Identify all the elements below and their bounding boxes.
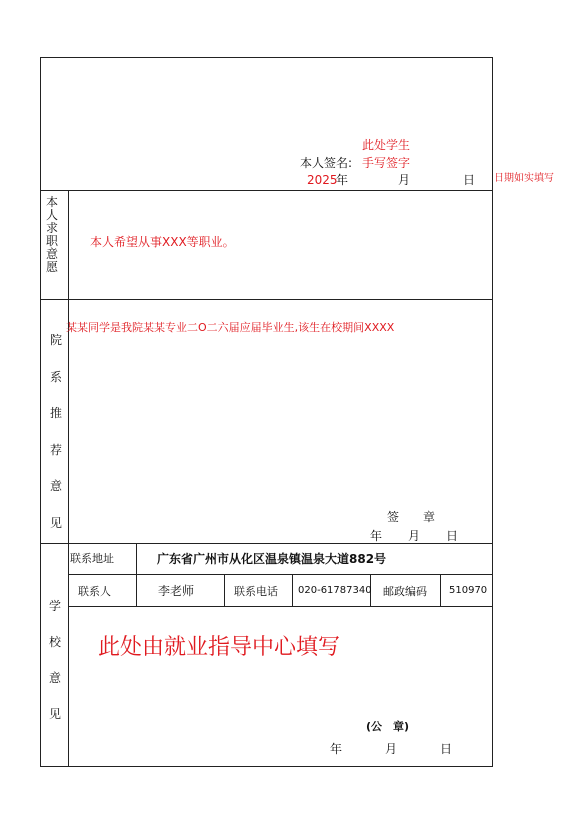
contact-cell-divider-2	[224, 574, 225, 607]
school-title-char: 学	[48, 599, 61, 613]
department-day-label: 日	[446, 529, 459, 543]
school-title-char: 意	[48, 671, 61, 685]
department-year-label: 年	[370, 529, 383, 543]
school-seal-label: (公 章)	[366, 720, 410, 733]
department-title-char: 推	[49, 406, 62, 420]
table-border-bottom	[40, 766, 493, 767]
department-month-label: 月	[408, 529, 421, 543]
contact-label: 联系人	[78, 585, 111, 598]
signature-day-label: 日	[463, 173, 476, 187]
intention-title-char: 人	[45, 208, 58, 222]
row-divider-department	[40, 543, 493, 544]
contact-cell-divider-1	[136, 574, 137, 607]
department-content: 某某同学是我院某某专业二O二六届应届毕业生,该生在校期间XXXX	[66, 321, 395, 334]
address-label-divider	[136, 543, 137, 575]
row-divider-intention	[40, 299, 493, 300]
table-border-right	[492, 57, 493, 767]
row-divider-address	[68, 574, 493, 575]
signature-red-note-line1: 此处学生	[362, 138, 411, 152]
department-title-char: 系	[49, 369, 62, 384]
contact-value: 李老师	[158, 584, 195, 598]
row-divider-signature	[40, 190, 493, 191]
intention-content: 本人希望从事XXX等职业。	[90, 235, 235, 249]
intention-title	[45, 196, 59, 274]
address-label: 联系地址	[70, 552, 114, 565]
school-title-char: 见	[48, 707, 61, 721]
department-title-char: 意	[49, 479, 62, 493]
school-red-note: 此处由就业指导中心填写	[98, 635, 341, 660]
signature-year-label: 年	[336, 173, 349, 187]
department-title-char: 院	[49, 333, 62, 347]
phone-label: 联系电话	[234, 585, 278, 598]
contact-cell-divider-3	[292, 574, 293, 607]
intention-title-char: 本	[45, 195, 58, 209]
department-sign-label: 签 章	[387, 510, 436, 524]
intention-title-char: 职	[45, 234, 58, 248]
school-title-char: 校	[48, 635, 61, 649]
phone-value: 020-61787340	[298, 585, 372, 596]
intention-title-char: 愿	[45, 260, 58, 274]
address-value: 广东省广州市从化区温泉镇温泉大道882号	[157, 552, 387, 566]
signature-red-note-line2: 手写签字	[362, 156, 411, 170]
postal-value: 510970	[449, 585, 488, 596]
department-title-char: 荐	[49, 442, 62, 457]
school-day-label: 日	[440, 742, 453, 756]
department-title	[49, 322, 63, 541]
intention-title-char: 求	[45, 221, 58, 235]
label-column-divider	[68, 190, 69, 767]
signature-year-value: 2025	[307, 173, 338, 187]
department-title-char: 见	[49, 515, 62, 530]
postal-label: 邮政编码	[383, 585, 427, 598]
signature-month-label: 月	[398, 173, 411, 187]
date-note: 日期如实填写	[494, 173, 554, 184]
school-title	[48, 588, 62, 732]
intention-title-char: 意	[45, 247, 58, 261]
contact-cell-divider-5	[440, 574, 441, 607]
table-border-top	[40, 57, 493, 58]
school-month-label: 月	[385, 742, 398, 756]
school-year-label: 年	[330, 742, 343, 756]
signature-label: 本人签名:	[300, 156, 353, 170]
row-divider-contact	[68, 606, 493, 607]
table-border-left	[40, 57, 41, 767]
